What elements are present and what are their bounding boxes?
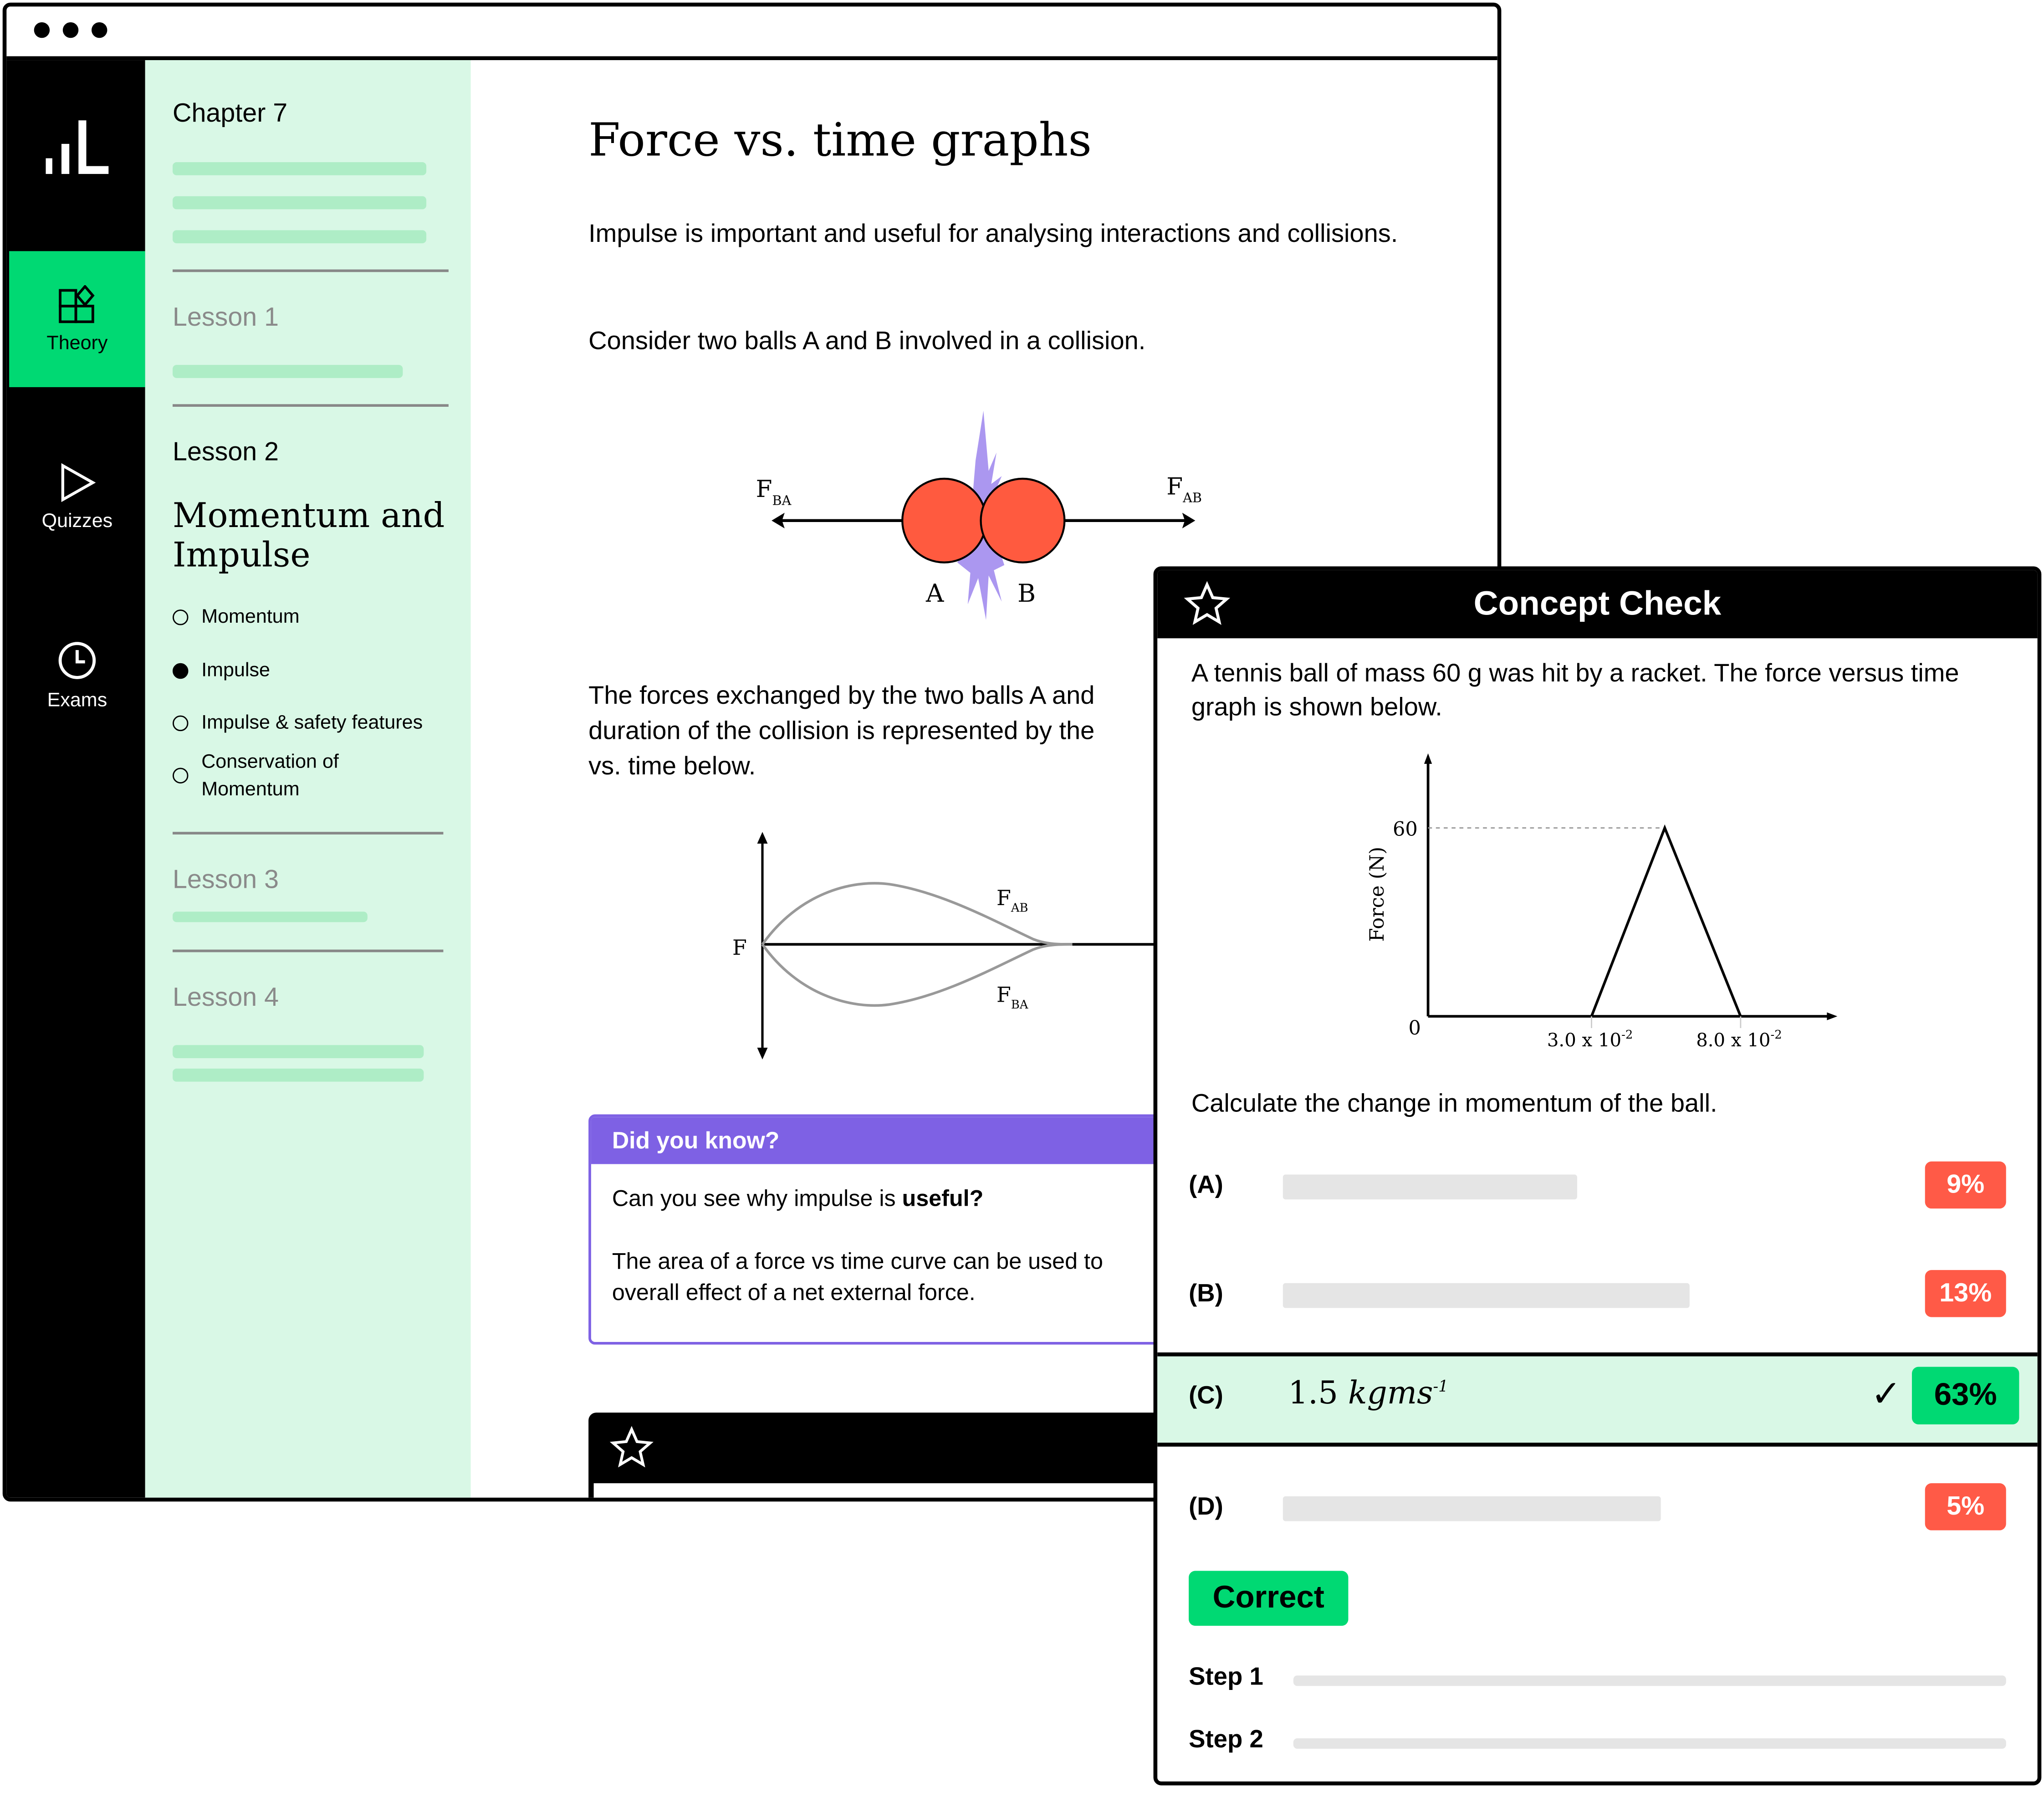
answer-value (1288, 1375, 1448, 1411)
ball-a (902, 479, 986, 563)
window-control-dot[interactable] (92, 22, 107, 38)
text-line: The forces exchanged by the two balls A and (588, 681, 1095, 711)
bold-text: useful? (902, 1185, 984, 1211)
theory-blocks-icon (57, 285, 97, 324)
option-a[interactable] (1157, 1143, 2037, 1227)
option-d[interactable] (1157, 1465, 2037, 1549)
option-b[interactable] (1157, 1252, 2037, 1336)
logo-icon[interactable] (43, 120, 111, 175)
axis-label: F (732, 935, 747, 960)
option-label: (D) (1189, 1494, 1223, 1521)
step-2-placeholder (1293, 1738, 2006, 1749)
checkmark-icon: ✓ (1870, 1373, 1902, 1414)
force-time-chart (1354, 751, 1850, 1051)
force-label-ab: $F_{AB}$ (1166, 473, 1202, 506)
divider (173, 270, 449, 272)
collision-diagram (746, 408, 1216, 630)
divider (173, 404, 449, 407)
lesson-title: Momentum and Impulse (173, 497, 445, 576)
step-1-label: Step 1 (1189, 1664, 1263, 1691)
card-header (1157, 570, 2037, 638)
percent-badge: 9% (1925, 1162, 2006, 1208)
correct-badge: Correct (1189, 1571, 1348, 1626)
chapter-title: Chapter 7 (173, 99, 288, 128)
divider (173, 950, 443, 952)
y-axis-label: Force (N) (1365, 846, 1389, 942)
topic-label: Conservation of Momentum (201, 751, 339, 801)
option-c-correct[interactable] (1157, 1352, 2037, 1447)
percent-badge: 13% (1925, 1270, 2006, 1317)
y-tick: 60 (1393, 818, 1418, 841)
card-title: Concept Check (1473, 583, 1722, 623)
placeholder-bar (173, 162, 426, 175)
unit: kgms (1348, 1374, 1433, 1412)
placeholder-bar (173, 911, 368, 922)
intro-paragraph: Impulse is important and useful for analysing interactions and collisions. (588, 220, 1398, 249)
ball-b (981, 479, 1065, 563)
x-tick: 3.0 x $10^{-2}$ (1547, 1028, 1633, 1051)
title-bar (6, 6, 1497, 60)
question-text: A tennis ball of mass 60 g was hit by a racket. The force versus time graph is shown below. (1191, 659, 1959, 722)
percent-badge: 5% (1925, 1483, 2006, 1530)
page-title: Force vs. time graphs (588, 115, 1092, 168)
y-tick: 0 (1408, 1017, 1421, 1040)
force-label-ba: $F_{BA}$ (756, 476, 792, 508)
prompt-text: Calculate the change in momentum of the ball. (1191, 1089, 1717, 1119)
nav-item-theory[interactable] (9, 251, 145, 387)
option-label: (B) (1189, 1280, 1223, 1308)
nav-item-label: Theory (46, 331, 108, 354)
force-time-sketch (719, 829, 1164, 1065)
answer-placeholder (1283, 1175, 1577, 1200)
callout-heading: Did you know? (591, 1117, 1449, 1164)
step-1-placeholder (1293, 1675, 2006, 1686)
ball-a-label: A (925, 578, 944, 608)
option-label: (A) (1189, 1172, 1223, 1200)
nav-item-quizzes[interactable] (9, 429, 145, 565)
nav-item-label: Exams (47, 688, 107, 711)
curve-label-ba: $F_{BA}$ (996, 982, 1028, 1012)
left-nav (6, 60, 145, 1498)
topic-label: Momentum (201, 605, 300, 628)
topic-impulse-safety[interactable] (173, 709, 423, 736)
sidebar-item-lesson-4[interactable]: Lesson 4 (173, 983, 279, 1013)
collision-paragraph: Consider two balls A and B involved in a collision. (588, 327, 1146, 356)
text: Can you see why impulse is (612, 1185, 902, 1211)
sidebar-item-lesson-3[interactable]: Lesson 3 (173, 865, 279, 895)
topic-impulse[interactable] (173, 656, 270, 684)
percent-badge: 63% (1912, 1367, 2019, 1424)
lesson-sidebar (145, 60, 471, 1498)
placeholder-bar (173, 365, 403, 378)
topic-label: Impulse & safety features (201, 712, 423, 734)
placeholder-bar (173, 1069, 424, 1082)
curve-label-ab: $F_{AB}$ (996, 886, 1028, 915)
nav-item-label: Quizzes (41, 509, 113, 532)
sidebar-item-lesson-1[interactable]: Lesson 1 (173, 303, 279, 333)
placeholder-bar (173, 1045, 424, 1058)
topic-momentum[interactable] (173, 603, 300, 630)
text-line: duration of the collision is represented by the (588, 717, 1095, 746)
topic-label: Impulse (201, 659, 271, 681)
radio-empty-icon (173, 609, 188, 625)
text-line: vs. time below. (588, 752, 756, 781)
step-2-label: Step 2 (1189, 1726, 1263, 1754)
answer-placeholder (1283, 1283, 1690, 1308)
value: 1.5 (1288, 1374, 1338, 1412)
divider (173, 832, 443, 835)
play-triangle-icon (57, 462, 97, 502)
topic-conservation[interactable] (173, 748, 369, 803)
radio-filled-icon (173, 662, 188, 678)
x-tick: 8.0 x $10^{-2}$ (1696, 1028, 1782, 1051)
concept-check-card (1154, 566, 2042, 1785)
nav-item-exams[interactable] (9, 607, 145, 743)
callout-line: The area of a force vs time curve can be used to (612, 1248, 1103, 1274)
exponent: -1 (1433, 1377, 1449, 1396)
window-control-dot[interactable] (34, 22, 50, 38)
clock-icon (56, 639, 98, 681)
radio-empty-icon (173, 768, 188, 783)
callout-line: overall effect of a net external force. (612, 1279, 976, 1306)
window-control-dot[interactable] (63, 22, 78, 38)
ball-b-label: B (1017, 578, 1036, 608)
answer-placeholder (1283, 1496, 1661, 1521)
placeholder-bar (173, 230, 426, 243)
radio-empty-icon (173, 715, 188, 730)
option-label: (C) (1189, 1382, 1223, 1410)
sidebar-item-lesson-2[interactable]: Lesson 2 (173, 438, 279, 467)
placeholder-bar (173, 196, 426, 210)
